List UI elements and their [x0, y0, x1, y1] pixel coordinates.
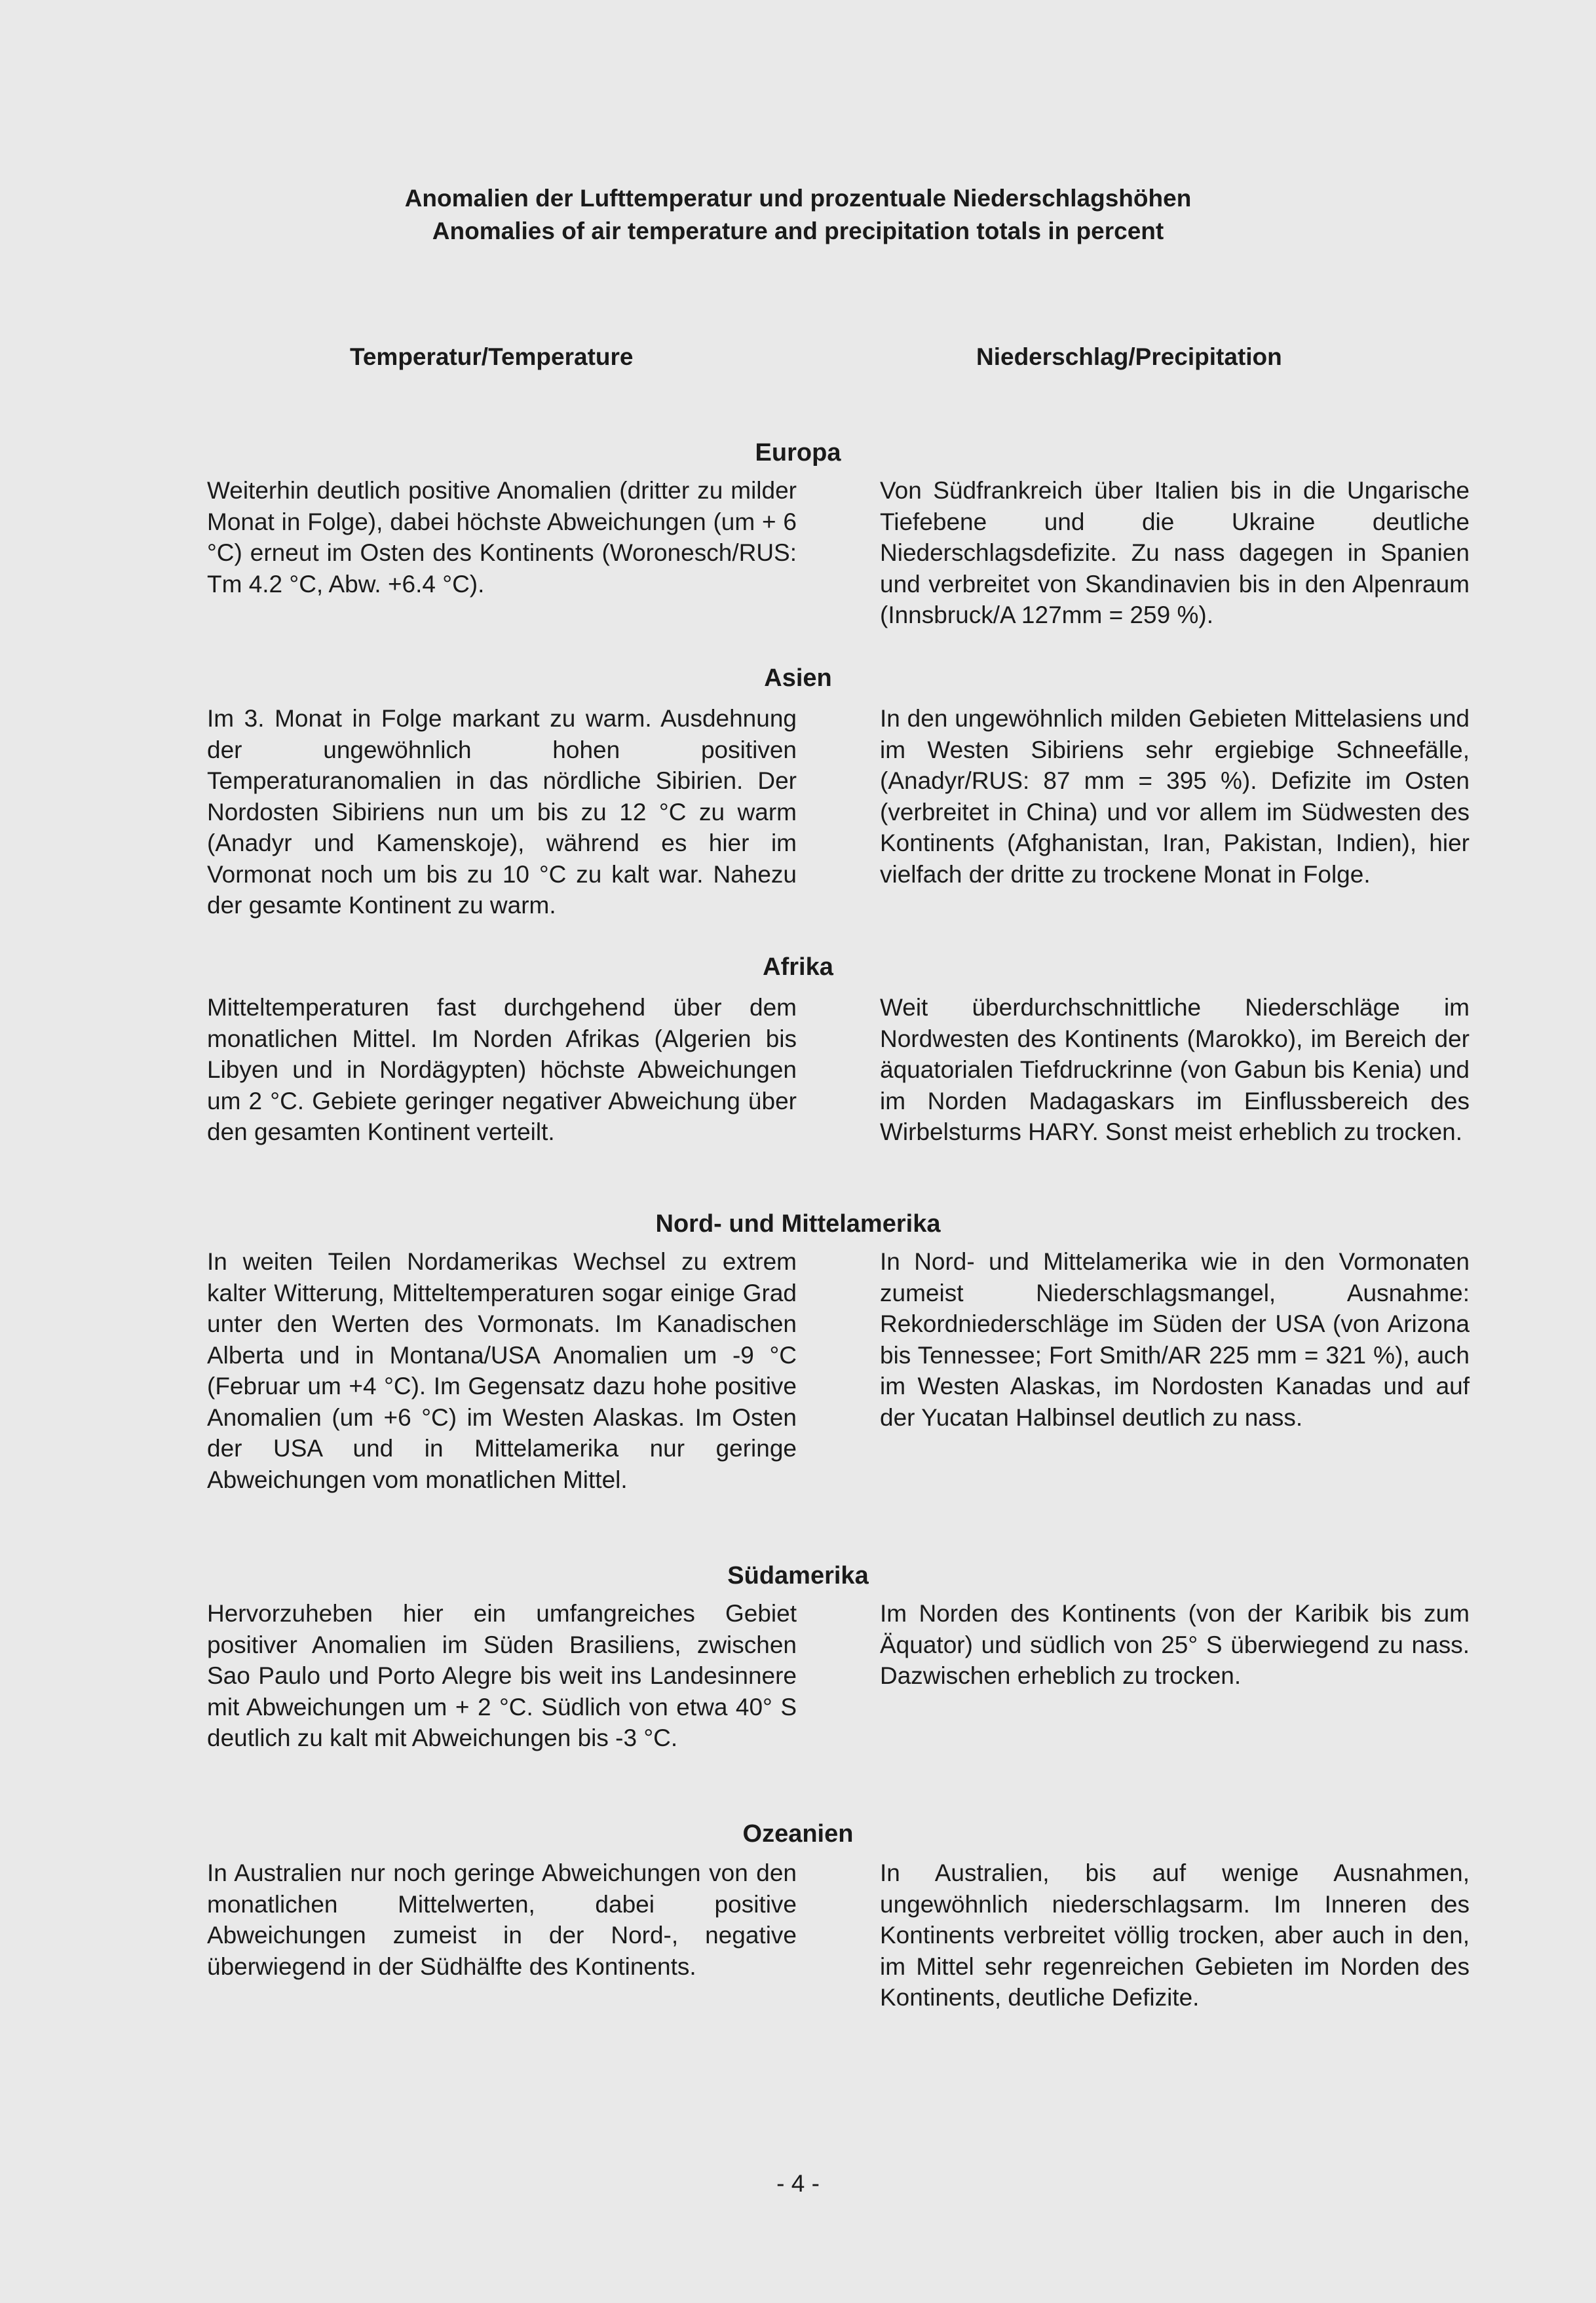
title-english: Anomalies of air temperature and precipitation totals in percent: [432, 218, 1164, 244]
temperature-column-heading: Temperatur/Temperature: [350, 343, 634, 370]
suedamerika-precipitation-text: Im Norden des Kontinents (von der Karibik bis zum Äquator) und südlich von 25° S überwiegend zu nass. Dazwischen erheblich zu trocken.: [880, 1600, 1470, 1689]
precipitation-column-heading: Niederschlag/Precipitation: [976, 343, 1282, 370]
afrika-temperature-text: Mitteltemperaturen fast durchgehend über dem monatlichen Mittel. Im Norden Afrikas (Algerien bis Libyen und in Nordägypten) höchste Abweichungen um 2 °C. Gebiete geringer negativer Abweichung über den gesamten Kontinent verteilt.: [207, 994, 797, 1145]
ozeanien-precipitation-text: In Australien, bis auf wenige Ausnahmen, ungewöhnlich niederschlagsarm. Im Inneren des Kontinents verbreitet völlig trocken, aber auch in den, im Mittel sehr regenreichen Gebieten im Norden des Kontinents, deutliche Defizite.: [880, 1859, 1470, 2011]
region-heading-nord-und-mittelamerika: Nord- und Mittelamerika: [655, 1210, 941, 1238]
ozeanien-temperature-text: In Australien nur noch geringe Abweichungen von den monatlichen Mittelwerten, dabei positive Abweichungen zumeist in der Nord-, negative überwiegend in der Südhälfte des Kontinents.: [207, 1859, 797, 1980]
region-heading-suedamerika: Südamerika: [727, 1562, 869, 1589]
afrika-precipitation-text: Weit überdurchschnittliche Niederschläge im Nordwesten des Kontinents (Marokko), im Bereich der äquatorialen Tiefdruckrinne (von Gabun bis Kenia) und im Norden Madagaskars im Einflussbereich des Wirbelsturms HARY. Sonst meist erheblich zu trocken.: [880, 994, 1470, 1145]
document-title: [0, 182, 1596, 248]
region-heading-asien: Asien: [764, 664, 832, 692]
nordamerika-temperature-text: In weiten Teilen Nordamerikas Wechsel zu extrem kalter Witterung, Mitteltemperaturen sogar einige Grad unter den Werten des Vormonats. Im Kanadischen Alberta und in Montana/USA Anomalien um -9 °C (Februar um +4 °C). Im Gegensatz dazu hohe positive Anomalien (um +6 °C) im Westen Alaskas. Im Osten der USA und in Mittelamerika nur geringe Abweichungen vom monatlichen Mittel.: [207, 1248, 797, 1493]
asien-temperature-text: Im 3. Monat in Folge markant zu warm. Ausdehnung der ungewöhnlich hohen positiven Temperaturanomalien in das nördliche Sibirien. Der Nordosten Sibiriens nun um bis zu 12 °C zu warm (Anadyr und Kamenskoje), während es hier im Vormonat noch um bis zu 10 °C zu kalt war. Nahezu der gesamte Kontinent zu warm.: [207, 705, 797, 919]
title-german: Anomalien der Lufttemperatur und prozentuale Niederschlagshöhen: [404, 185, 1192, 212]
asien-precipitation-text: In den ungewöhnlich milden Gebieten Mittelasiens und im Westen Sibiriens sehr ergiebige Schneefälle, (Anadyr/RUS: 87 mm = 395 %). Defizite im Osten (verbreitet in China) und vor allem im Südwesten des Kontinents (Afghanistan, Iran, Pakistan, Indien), hier vielfach der dritte zu trockene Monat in Folge.: [880, 705, 1470, 888]
region-heading-afrika: Afrika: [763, 953, 833, 981]
europa-precipitation-text: Von Südfrankreich über Italien bis in die Ungarische Tiefebene und die Ukraine deutliche Niederschlagsdefizite. Zu nass dagegen in Spanien und verbreitet von Skandinavien bis in den Alpenraum (Innsbruck/A 127mm = 259 %).: [880, 477, 1470, 628]
europa-temperature-text: Weiterhin deutlich positive Anomalien (dritter zu milder Monat in Folge), dabei höchste Abweichungen (um + 6 °C) erneut im Osten des Kontinents (Woronesch/RUS: Tm 4.2 °C, Abw. +6.4 °C).: [207, 477, 797, 598]
suedamerika-temperature-text: Hervorzuheben hier ein umfangreiches Gebiet positiver Anomalien im Süden Brasiliens, zwischen Sao Paulo und Porto Alegre bis weit ins Landesinnere mit Abweichungen um + 2 °C. Südlich von etwa 40° S deutlich zu kalt mit Abweichungen bis -3 °C.: [207, 1600, 797, 1751]
page-number: - 4 -: [776, 2170, 820, 2197]
nordamerika-precipitation-text: In Nord- und Mittelamerika wie in den Vormonaten zumeist Niederschlagsmangel, Ausnahme: Rekordniederschläge im Süden der USA (von Arizona bis Tennessee; Fort Smith/AR 225 mm = 321 %), auch im Westen Alaskas, im Nordosten Kanadas und auf der Yucatan Halbinsel deutlich zu nass.: [880, 1248, 1470, 1431]
region-heading-ozeanien: Ozeanien: [742, 1820, 854, 1848]
region-heading-europa: Europa: [755, 439, 841, 466]
